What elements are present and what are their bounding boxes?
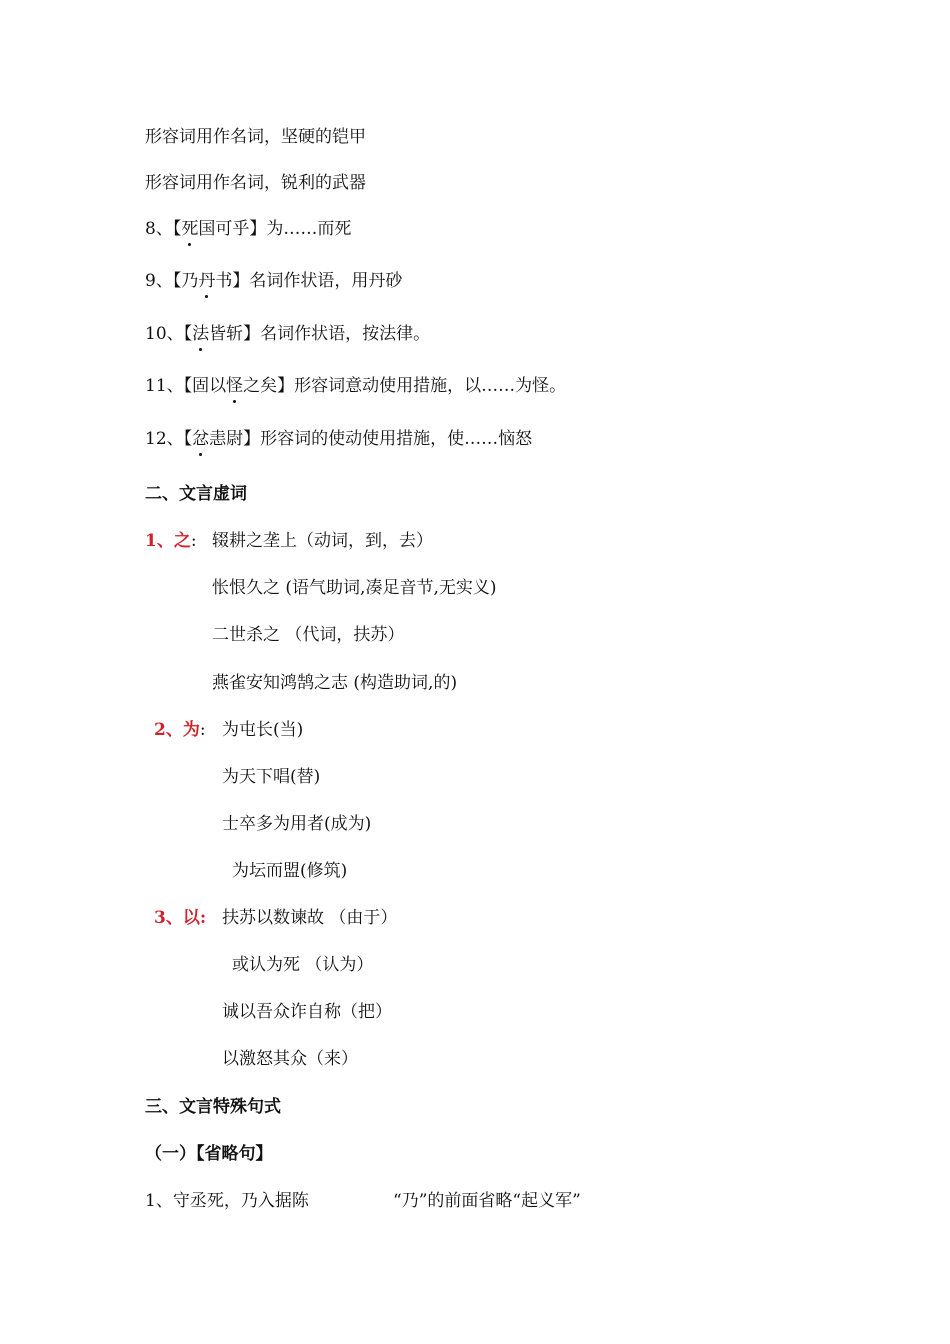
usage-example: 或认为死 （认为） (232, 955, 374, 975)
item-explanation: 形容词意动使用措施，以……为怪。 (294, 376, 567, 396)
bracket-phrase: 【 (183, 429, 193, 449)
bracket-phrase: 【 (183, 324, 193, 344)
subsection-heading: （一）【省略句】 (145, 1144, 273, 1164)
emphasized-char: 丹 (198, 271, 216, 291)
function-word-label: 1、之 (145, 531, 191, 551)
bracket-phrase: 恚尉】 (209, 429, 261, 449)
label-colon: : (190, 531, 197, 551)
item-explanation: 名词作状语，按法律。 (260, 324, 431, 344)
usage-example: 燕雀安知鸿鹄之志 (构造助词,的) (212, 673, 458, 693)
usage-example: 以激怒其众（来） (222, 1049, 358, 1069)
item-number: 9、 (145, 271, 173, 291)
item-explanation: 形容词的使动使用措施，使……恼怒 (260, 429, 533, 449)
bracket-phrase: 之矣】 (243, 376, 295, 396)
bracket-phrase: 【 (172, 219, 182, 239)
numbered-item (145, 270, 402, 292)
item-number: 11、 (145, 376, 184, 396)
item-number: 10、 (145, 324, 184, 344)
label-colon: : (199, 720, 206, 740)
item-number: 12、 (145, 429, 184, 449)
function-word-label: 3、以: (154, 908, 207, 928)
item-number: 8、 (145, 219, 173, 239)
bracket-phrase: 【乃 (172, 271, 199, 291)
numbered-item (145, 428, 532, 450)
item-explanation: 为……而死 (266, 219, 352, 239)
usage-example: 二世杀之 （代词，扶苏） (212, 625, 405, 645)
usage-example: 诚以吾众诈自称（把） (222, 1002, 392, 1022)
bracket-phrase: 国可乎】 (198, 219, 267, 239)
function-word-entry (145, 530, 197, 552)
function-word-entry (154, 719, 206, 741)
bracket-phrase: 书】 (215, 271, 250, 291)
usage-example: 为屯长(当) (222, 720, 304, 740)
usage-example: 为天下唱(替) (222, 767, 321, 787)
emphasized-char: 忿 (192, 429, 210, 449)
usage-example: 辍耕之垄上（动词，到，去） (212, 531, 433, 551)
section-heading: 二、文言虚词 (145, 484, 247, 504)
numbered-item (145, 218, 351, 240)
emphasized-char: 怪 (226, 376, 244, 396)
emphasized-char: 死 (181, 219, 199, 239)
text-line: 形容词用作名词，锐利的武器 (145, 173, 366, 193)
usage-example: 士卒多为用者(成为) (222, 814, 372, 834)
emphasized-char: 法 (192, 324, 210, 344)
example-note: “乃”的前面省略“起义军” (393, 1191, 581, 1211)
bracket-phrase: 【固以 (183, 376, 227, 396)
usage-example: 为坛而盟(修筑) (232, 861, 348, 881)
section-heading: 三、文言特殊句式 (145, 1097, 281, 1117)
bracket-phrase: 皆斩】 (209, 324, 261, 344)
text-line: 形容词用作名词，坚硬的铠甲 (145, 127, 366, 147)
function-word-label: 2、为 (154, 720, 200, 740)
usage-example: 扶苏以数谏故 （由于） (222, 908, 398, 928)
example-sentence: 1、守丞死，乃入据陈 (145, 1191, 309, 1211)
numbered-item (145, 323, 430, 345)
numbered-item (145, 375, 566, 397)
item-explanation: 名词作状语，用丹砂 (249, 271, 403, 291)
usage-example: 怅恨久之 (语气助词,凑足音节,无实义) (212, 578, 497, 598)
